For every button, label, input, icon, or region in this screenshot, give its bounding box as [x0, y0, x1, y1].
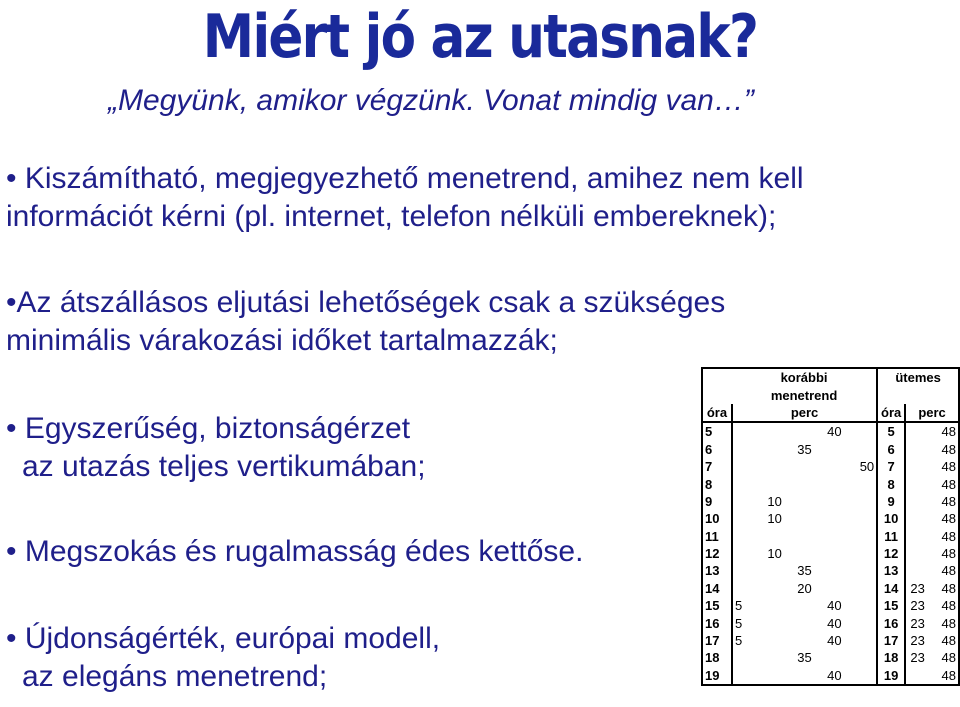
- minute-cell: 48: [929, 458, 959, 475]
- minute-cell: [760, 441, 790, 458]
- minute-cell: [819, 458, 849, 475]
- minute-cell: [732, 562, 760, 579]
- hour-earlier: 12: [702, 545, 732, 562]
- minute-cell: 23: [910, 598, 925, 614]
- minute-cell: 40: [827, 633, 842, 649]
- hour-regular: 13: [877, 562, 905, 579]
- bullet-habit: [6, 533, 583, 571]
- minute-cell: [732, 649, 760, 666]
- table-row: [702, 441, 959, 458]
- hour-regular: 7: [877, 458, 905, 475]
- hour-earlier: 13: [702, 562, 732, 579]
- bullet-line: • Egyszerűség, biztonságérzet: [6, 412, 411, 445]
- hour-regular: 17: [877, 632, 905, 649]
- minute-cell: 48: [929, 562, 959, 579]
- bullet-transfers: [6, 284, 725, 360]
- hour-earlier: 16: [702, 614, 732, 631]
- minute-cell: [790, 493, 820, 510]
- hour-regular: 15: [877, 597, 905, 614]
- minute-cell: [760, 562, 790, 579]
- bullet-simplicity: [6, 410, 426, 486]
- minute-cell: [790, 458, 820, 475]
- minute-cell: 40: [819, 667, 849, 685]
- hour-regular: 9: [877, 493, 905, 510]
- minute-cell: [760, 475, 790, 492]
- minute-cell: 48: [929, 510, 959, 527]
- table-row: [702, 597, 959, 614]
- bullet-predictable: [6, 160, 804, 236]
- minute-cell: 48: [929, 667, 959, 685]
- minute-cell: [760, 649, 790, 666]
- minute-cell: [760, 614, 790, 631]
- minute-cell: [905, 510, 929, 527]
- minute-cell: [849, 580, 877, 597]
- minute-cell: [819, 475, 849, 492]
- table-row: [702, 562, 959, 579]
- col-hour-earlier: óra: [702, 404, 732, 422]
- minute-cell: [849, 597, 877, 614]
- table-row: [702, 614, 959, 631]
- minute-cell: 48: [929, 649, 959, 666]
- minute-cell: 48: [929, 614, 959, 631]
- minute-cell: [760, 528, 790, 545]
- hour-regular: 6: [877, 441, 905, 458]
- bullet-novelty: [6, 620, 440, 696]
- minute-cell: [849, 475, 877, 492]
- hour-earlier: 8: [702, 475, 732, 492]
- minute-cell: 23: [910, 633, 925, 649]
- bullet-line: •Az átszállásos eljutási lehetőségek csak a szükséges: [6, 286, 726, 319]
- minute-cell: [905, 562, 929, 579]
- minute-cell: [732, 493, 760, 510]
- minute-cell: [819, 562, 849, 579]
- minute-cell: 50: [849, 458, 877, 475]
- hour-regular: 14: [877, 580, 905, 597]
- minute-cell: 48: [929, 580, 959, 597]
- minute-cell: 48: [929, 528, 959, 545]
- minute-cell: [760, 580, 790, 597]
- minute-cell: [819, 649, 849, 666]
- minute-cell: [905, 528, 929, 545]
- col-hour-regular: óra: [877, 404, 905, 422]
- minute-cell: [732, 510, 760, 527]
- minute-cell: [819, 493, 849, 510]
- minute-cell: [732, 458, 760, 475]
- minute-cell: [790, 597, 820, 614]
- hour-earlier: 10: [702, 510, 732, 527]
- hour-regular: 19: [877, 667, 905, 685]
- minute-cell: 48: [929, 597, 959, 614]
- hour-earlier: 11: [702, 528, 732, 545]
- minute-cell: 40: [827, 615, 842, 631]
- minute-cell: 48: [929, 493, 959, 510]
- minute-cell: [849, 528, 877, 545]
- bullet-line: az utazás teljes vertikumában;: [22, 450, 426, 483]
- header-menetrend: menetrend: [732, 386, 877, 403]
- minute-cell: [819, 545, 849, 562]
- minute-cell: [905, 475, 929, 492]
- minute-cell: [790, 667, 820, 685]
- minute-cell: [732, 528, 760, 545]
- timetable-comparison: [701, 367, 960, 686]
- minute-cell: [732, 545, 760, 562]
- hour-earlier: 7: [702, 458, 732, 475]
- minute-cell: [849, 422, 877, 440]
- minute-cell: [905, 545, 929, 562]
- minute-cell: [732, 580, 760, 597]
- minute-cell: [819, 580, 849, 597]
- minute-cell: [849, 614, 877, 631]
- minute-cell: 35: [797, 441, 812, 457]
- header-earlier: korábbi: [732, 368, 877, 386]
- table-row: [702, 649, 959, 666]
- hour-regular: 12: [877, 545, 905, 562]
- minute-cell: [905, 422, 929, 440]
- minute-cell: [849, 441, 877, 458]
- minute-cell: [760, 422, 790, 440]
- minute-cell: [732, 475, 760, 492]
- minute-cell: 23: [910, 615, 925, 631]
- minute-cell: 48: [929, 422, 959, 440]
- minute-cell: [790, 422, 820, 440]
- minute-cell: [790, 510, 820, 527]
- minute-cell: 35: [797, 650, 812, 666]
- hour-regular: 10: [877, 510, 905, 527]
- table-row: [702, 475, 959, 492]
- bullet-line: minimális várakozási időket tartalmazzák;: [6, 324, 558, 357]
- minute-cell: 5: [734, 598, 743, 614]
- minute-cell: [905, 493, 929, 510]
- minute-cell: [790, 475, 820, 492]
- bullet-line: az elegáns menetrend;: [22, 660, 328, 693]
- minute-cell: 40: [827, 598, 842, 614]
- hour-earlier: 9: [702, 493, 732, 510]
- minute-cell: [760, 597, 790, 614]
- minute-cell: [790, 614, 820, 631]
- minute-cell: [849, 510, 877, 527]
- table-row: [702, 510, 959, 527]
- hour-regular: 11: [877, 528, 905, 545]
- slide-title: Miért jó az utasnak?: [202, 2, 758, 72]
- table-row: [702, 422, 959, 440]
- minute-cell: [819, 441, 849, 458]
- minute-cell: 10: [767, 546, 782, 562]
- minute-cell: 35: [797, 563, 812, 579]
- timetable-body: [702, 422, 959, 685]
- table-row: [702, 458, 959, 475]
- minute-cell: 48: [929, 545, 959, 562]
- minute-cell: [849, 632, 877, 649]
- minute-cell: [819, 528, 849, 545]
- minute-cell: 10: [767, 493, 782, 509]
- col-minute-regular: perc: [905, 404, 959, 422]
- table-row: [702, 493, 959, 510]
- minute-cell: [790, 528, 820, 545]
- minute-cell: 23: [910, 650, 925, 666]
- minute-cell: 40: [827, 424, 842, 440]
- minute-cell: 5: [734, 615, 743, 631]
- minute-cell: [905, 441, 929, 458]
- minute-cell: [790, 545, 820, 562]
- minute-cell: 48: [929, 441, 959, 458]
- bullet-line: • Kiszámítható, megjegyezhető menetrend, amihez nem kell: [6, 162, 804, 195]
- minute-cell: [849, 545, 877, 562]
- hour-regular: 18: [877, 649, 905, 666]
- minute-cell: [849, 493, 877, 510]
- minute-cell: [849, 667, 877, 685]
- minute-cell: 48: [929, 475, 959, 492]
- minute-cell: [760, 667, 790, 685]
- hour-earlier: 6: [702, 441, 732, 458]
- minute-cell: 20: [797, 580, 812, 596]
- bullet-line: • Újdonságérték, európai modell,: [6, 622, 441, 655]
- table-row: [702, 528, 959, 545]
- hour-earlier: 18: [702, 649, 732, 666]
- table-row: [702, 580, 959, 597]
- minute-cell: 10: [767, 511, 782, 527]
- table-row: [702, 632, 959, 649]
- minute-cell: [732, 441, 760, 458]
- minute-cell: [819, 510, 849, 527]
- minute-cell: [905, 458, 929, 475]
- minute-cell: 5: [734, 633, 743, 649]
- minute-cell: [732, 667, 760, 685]
- minute-cell: [849, 562, 877, 579]
- bullet-line: információt kérni (pl. internet, telefon nélküli embereknek);: [6, 200, 777, 233]
- hour-earlier: 19: [702, 667, 732, 685]
- minute-cell: 23: [910, 580, 925, 596]
- minute-cell: [760, 632, 790, 649]
- hour-earlier: 14: [702, 580, 732, 597]
- hour-earlier: 17: [702, 632, 732, 649]
- minute-cell: [732, 422, 760, 440]
- col-minute-earlier: perc: [732, 404, 877, 422]
- table-row: [702, 667, 959, 685]
- minute-cell: [790, 632, 820, 649]
- header-regular: ütemes: [877, 368, 959, 386]
- minute-cell: [849, 649, 877, 666]
- table-row: [702, 545, 959, 562]
- minute-cell: [905, 667, 929, 685]
- bullet-line: • Megszokás és rugalmasság édes kettőse.: [6, 535, 584, 568]
- hour-regular: 16: [877, 614, 905, 631]
- hour-regular: 5: [877, 422, 905, 440]
- slogan: „Megyünk, amikor végzünk. Vonat mindig van…”: [108, 84, 754, 117]
- hour-earlier: 5: [702, 422, 732, 440]
- minute-cell: [760, 458, 790, 475]
- hour-regular: 8: [877, 475, 905, 492]
- minute-cell: 48: [929, 632, 959, 649]
- hour-earlier: 15: [702, 597, 732, 614]
